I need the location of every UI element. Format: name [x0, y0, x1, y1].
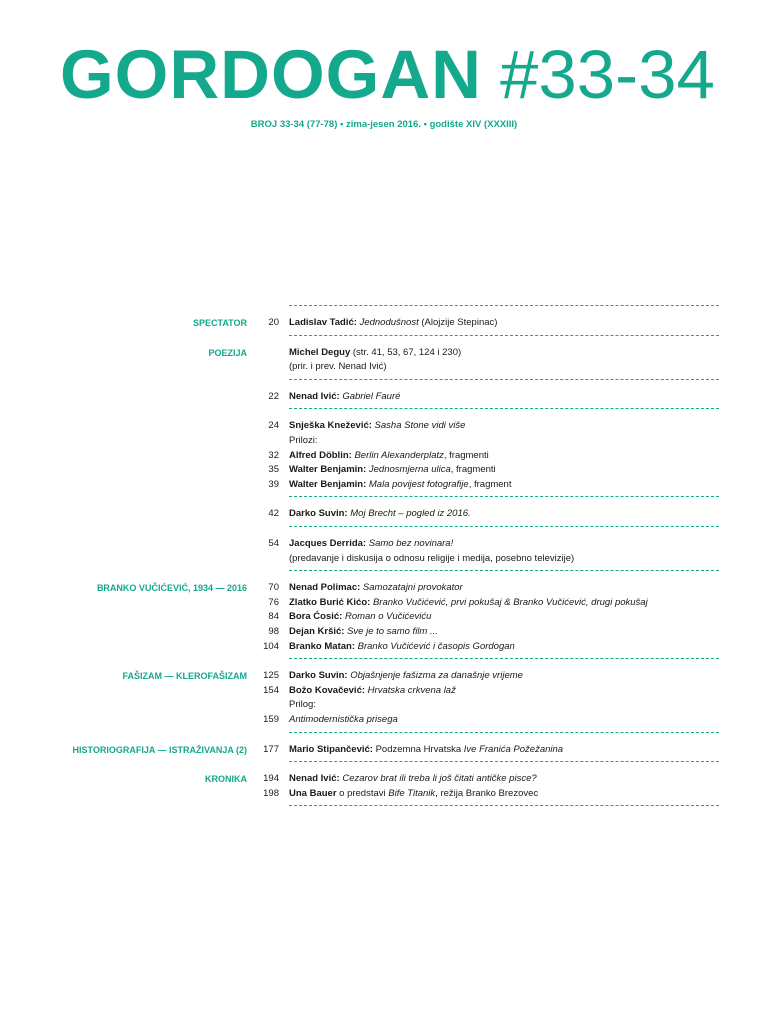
page-number: 35: [268, 464, 279, 476]
entry-author: Snješka Knežević:: [289, 420, 372, 432]
divider-rule: [289, 805, 719, 806]
page-number: 177: [263, 743, 279, 755]
toc-entry: [289, 479, 511, 490]
page-number: 76: [268, 596, 279, 608]
toc-entry: [289, 699, 316, 710]
page-number: 159: [263, 714, 279, 725]
entry-note: , režija Branko Brezovec: [435, 787, 539, 799]
page-number: 125: [263, 670, 279, 682]
section-label: POEZIJA: [208, 347, 247, 358]
toc-entry: [289, 670, 523, 681]
divider-rule: [289, 379, 719, 380]
entry-note: (prir. i prev. Nenad Ivić): [289, 361, 387, 373]
entry-note: (Alojzije Stepinac): [418, 317, 498, 328]
toc-entry: [289, 391, 400, 402]
toc-entry: [289, 347, 461, 358]
entry-title: Antimodernistička prisega: [289, 714, 398, 725]
page-number: 70: [268, 582, 279, 594]
page-number: 54: [268, 538, 279, 549]
entry-author: Alfred Döblin:: [289, 449, 352, 461]
toc-entry: [289, 420, 465, 431]
page-number: 20: [268, 317, 279, 328]
entry-title: Sasha Stone vidi više: [374, 420, 466, 432]
page-number: 198: [263, 787, 279, 799]
page-number: 32: [268, 449, 279, 461]
entry-title: Roman o Vučićeviću: [344, 611, 432, 623]
entry-title: Bife Titanik: [388, 787, 436, 799]
entry-author: Jacques Derrida:: [289, 538, 367, 549]
entry-note: , fragmenti: [450, 464, 496, 476]
page-number: 39: [268, 478, 279, 490]
divider-rule: [289, 658, 719, 659]
entry-title: Hrvatska crkvena laž: [367, 684, 456, 696]
divider-rule: [289, 335, 719, 336]
divider-rule: [289, 732, 719, 733]
entry-title: Gabriel Fauré: [342, 390, 401, 402]
entry-author: Walter Benjamin:: [289, 478, 367, 490]
entry-note: , fragmenti: [443, 449, 489, 461]
section-label: SPECTATOR: [192, 318, 247, 328]
entry-note: (predavanje i diskusija o odnosu religije i medija, posebno televizije): [289, 552, 575, 564]
toc-entry: [289, 361, 387, 372]
page-number: 98: [268, 626, 279, 637]
divider-rule: [289, 305, 719, 306]
divider-rule: [289, 496, 719, 497]
toc-entry: [289, 597, 648, 608]
magazine-name: GORDOGAN: [60, 36, 482, 113]
entry-author: Una Bauer: [289, 787, 337, 799]
divider-rule: [289, 408, 719, 409]
issue-number: #33-34: [500, 36, 715, 113]
toc-entry: [289, 626, 438, 637]
toc-entry: [289, 685, 456, 696]
entry-note: Prilozi:: [289, 435, 318, 446]
toc-entry: [289, 744, 563, 755]
entry-note: , fragment: [468, 478, 512, 490]
entry-author: Michel Deguy: [289, 346, 351, 358]
entry-title: Samozatajni provokator: [362, 582, 463, 594]
toc-entry: [289, 641, 515, 652]
toc-entry: [289, 788, 538, 799]
entry-title: Jednodušnost: [359, 317, 419, 328]
entry-author: Nenad Polimac:: [289, 582, 361, 594]
divider-rule: [289, 570, 719, 571]
toc-entry: [289, 553, 574, 564]
entry-note: Podzemna Hrvatska: [372, 743, 464, 755]
entry-author: Darko Suvin:: [289, 508, 348, 520]
entry-author: Walter Benjamin:: [289, 464, 367, 476]
toc-entry: [289, 538, 453, 549]
entry-title: Cezarov brat ili treba li još čitati antičke pisce?: [342, 773, 537, 785]
entry-author: Bora Ćosić:: [289, 611, 343, 623]
toc-entry: [289, 611, 431, 622]
toc-entry: [289, 582, 463, 593]
toc-entry: [289, 714, 398, 725]
page-number: 42: [268, 508, 279, 520]
entry-title: Objašnjenje fašizma za današnje vrijeme: [350, 670, 523, 682]
page-number: 22: [268, 390, 279, 402]
entry-title: Ive Franića Požežanina: [463, 743, 564, 755]
masthead: [0, 38, 768, 112]
entry-title: Moj Brecht – pogled iz 2016.: [350, 508, 471, 520]
entry-author: Božo Kovačević:: [289, 684, 366, 696]
entry-note: o predstavi: [336, 787, 389, 799]
entry-title: Branko Vučićević, prvi pokušaj & Branko Vučićević, drugi pokušaj: [372, 596, 648, 608]
toc-entry: [289, 464, 496, 475]
section-label: HISTORIOGRAFIJA — ISTRAŽIVANJA (2): [72, 744, 247, 755]
page-number: 104: [263, 640, 279, 652]
section-label: FAŠIZAM — KLEROFAŠIZAM: [122, 671, 247, 682]
entry-title: Samo bez novinara!: [368, 538, 454, 549]
toc-entry: [289, 450, 489, 461]
entry-author: Nenad Ivić:: [289, 773, 340, 785]
issue-line: BROJ 33-34 (77-78) • zima-jesen 2016. • godište XIV (XXXIII): [250, 119, 518, 130]
entry-title: Sve je to samo film ...: [347, 626, 438, 637]
page-number: 84: [268, 611, 279, 623]
toc-entry: [289, 317, 497, 328]
entry-title: Mala povijest fotografije: [368, 478, 469, 490]
toc-entry: [289, 508, 471, 519]
entry-note: Prilog:: [289, 699, 316, 711]
entry-title: Jednosmjerna ulica: [368, 464, 451, 476]
entry-author: Branko Matan:: [289, 640, 355, 652]
section-label: KRONIKA: [205, 774, 247, 785]
entry-author: Darko Suvin:: [289, 670, 348, 682]
toc-entry: [289, 773, 537, 784]
entry-author: Zlatko Burić Kićo:: [289, 596, 371, 608]
page-number: 154: [263, 684, 279, 696]
entry-title: Berlin Alexanderplatz: [354, 449, 444, 461]
divider-rule: [289, 526, 719, 527]
entry-author: Ladislav Tadić:: [289, 317, 357, 328]
page-number: 24: [268, 420, 279, 432]
page-number: 194: [263, 773, 279, 785]
entry-note: (str. 41, 53, 67, 124 i 230): [350, 346, 462, 358]
entry-author: Dejan Kršić:: [289, 626, 345, 637]
divider-rule: [289, 761, 719, 762]
section-label: BRANKO VUČIĆEVIĆ, 1934 — 2016: [96, 583, 247, 594]
entry-author: Nenad Ivić:: [289, 390, 340, 402]
entry-title: Branko Vučićević i časopis Gordogan: [357, 640, 515, 652]
toc-entry: [289, 435, 318, 446]
entry-author: Mario Stipančević:: [289, 743, 373, 755]
